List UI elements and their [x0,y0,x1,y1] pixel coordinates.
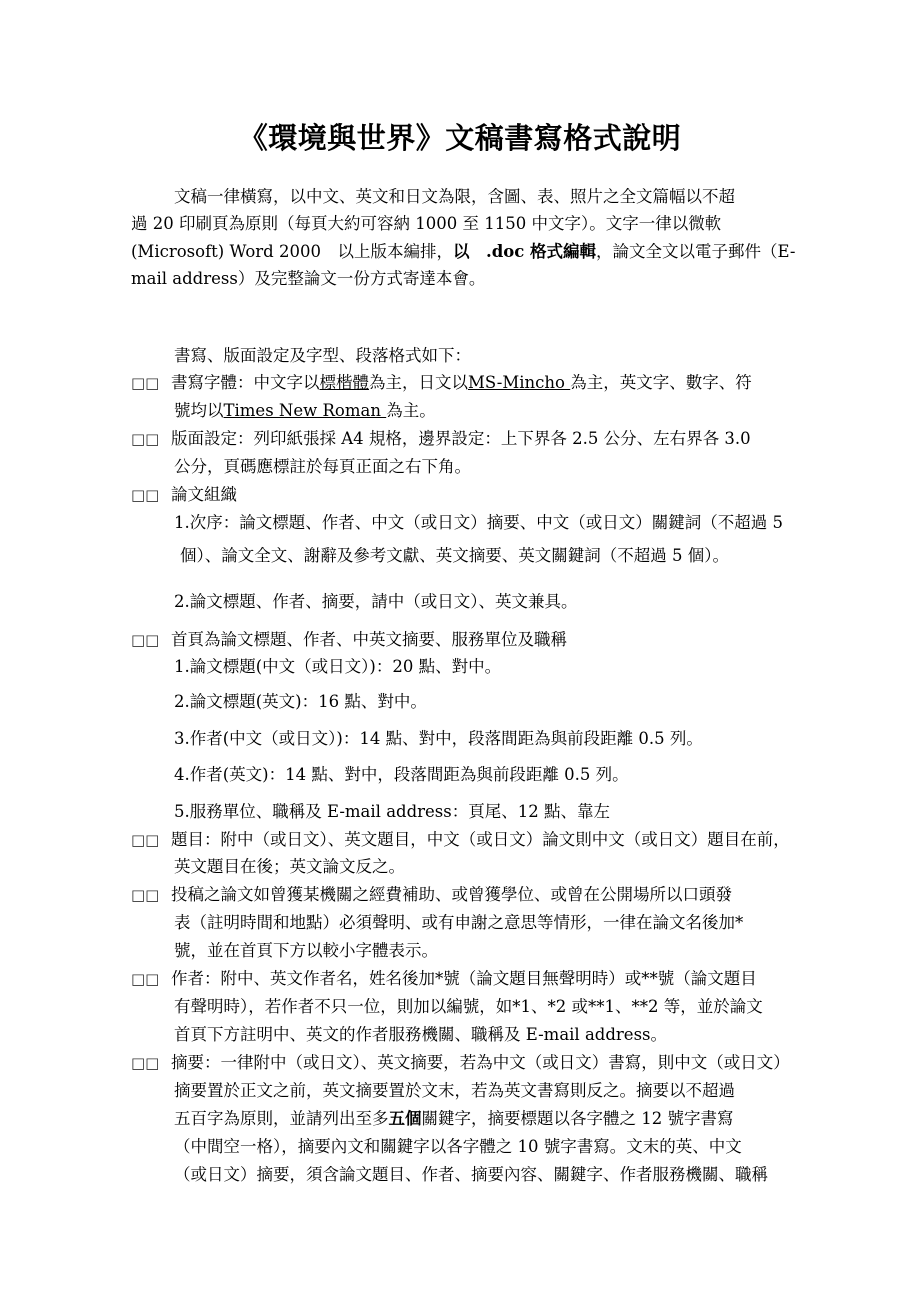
author-line-2: 有聲明時），若作者不只一位，則加以編號，如*1、*2 或**1、**2 等，並於論文 [174,997,763,1016]
first-sub-2: 2.論文標題(英文)：16 點、對中。 [174,692,427,711]
topic-line-2: 英文題目在後；英文論文反之。 [174,857,405,876]
org-sub-1b: 個）、論文全文、謝辭及參考文獻、英文摘要、英文關鍵詞（不超過 5 個）。 [180,546,729,565]
funding-line-1: 投稿之論文如曾獲某機關之經費補助、或曾獲學位、或曾在公開場所以口頭發 [171,885,732,904]
intro-line-2: 過 20 印刷頁為原則（每頁大約可容納 1000 至 1150 中文字）。文字一律以微軟 [131,214,722,233]
font-text: 為主，日文以 [369,373,468,392]
intro-text-c: ，論文全文以電子郵件（E- [596,242,796,261]
intro-line-3 [131,241,795,263]
font-mincho: MS-Mincho [468,373,571,392]
font-text: 號均以 [174,401,224,420]
bullet-marker: □□ [131,486,160,504]
bullet-marker: □□ [131,631,160,649]
doc-format-emphasis: 以 .doc 格式編輯 [452,242,597,261]
abstract-line-4: （中間空一格），摘要內文和關鍵字以各字體之 10 號字書寫。文末的英、中文 [174,1137,742,1156]
abstract-text: 關鍵字，摘要標題以各字體之 12 號字書寫 [421,1109,734,1128]
org-sub-1a: 1.次序：論文標題、作者、中文（或日文）摘要、中文（或日文）關鍵詞（不超過 5 [174,513,783,532]
font-kaiti: 標楷體 [319,373,369,392]
intro-line-4: mail address）及完整論文一份方式寄達本會。 [131,269,486,288]
font-text: 為主。 [386,401,436,420]
font-item-line-2 [174,400,436,422]
bullet-marker: □□ [131,831,160,849]
funding-line-3: 號，並在首頁下方以較小字體表示。 [174,941,438,960]
format-lead: 書寫、版面設定及字型、段落格式如下： [174,346,471,365]
bullet-marker: □□ [131,970,160,988]
bullet-marker: □□ [131,886,160,904]
author-line-3: 首頁下方註明中、英文的作者服務機關、職稱及 E-mail address。 [174,1025,668,1044]
font-text: 書寫字體：中文字以 [171,373,320,392]
org-sub-2: 2.論文標題、作者、摘要，請中（或日文）、英文兼具。 [174,592,578,611]
bullet-marker: □□ [131,430,160,448]
abstract-text: 五百字為原則，並請列出至多 [174,1109,389,1128]
bullet-marker: □□ [131,374,160,392]
abstract-line-3 [174,1108,734,1130]
page-item-line-1: 版面設定：列印紙張採 A4 規格，邊界設定：上下界各 2.5 公分、左右界各 3.0 [171,429,751,448]
first-sub-3: 3.作者(中文（或日文）)：14 點、對中，段落間距為與前段距離 0.5 列。 [174,729,703,748]
abstract-line-1: 摘要：一律附中（或日文）、英文摘要，若為中文（或日文）書寫，則中文（或日文） [171,1053,790,1072]
bullet-marker: □□ [131,1054,160,1072]
document-title: 《環境與世界》文稿書寫格式說明 [238,121,682,155]
first-sub-1: 1.論文標題(中文（或日文）)：20 點、對中。 [174,657,502,676]
author-line-1: 作者：附中、英文作者名，姓名後加*號（論文題目無聲明時）或**號（論文題目 [171,969,757,988]
font-item-line-1 [171,372,752,394]
font-text: 為主，英文字、數字、符 [570,373,752,392]
first-sub-4: 4.作者(英文)：14 點、對中，段落間距為與前段距離 0.5 列。 [174,765,629,784]
intro-line-1: 文稿一律橫寫，以中文、英文和日文為限，含圖、表、照片之全文篇幅以不超 [174,187,735,206]
first-sub-5: 5.服務單位、職稱及 E-mail address：頁尾、12 點、靠左 [174,802,610,821]
first-page-heading: 首頁為論文標題、作者、中英文摘要、服務單位及職稱 [171,630,567,649]
funding-line-2: 表（註明時間和地點）必須聲明、或有申謝之意思等情形，一律在論文名後加* [174,913,744,932]
font-times: Times New Roman [223,401,387,420]
abstract-line-5: （或日文）摘要，須含論文題目、作者、摘要內容、關鍵字、作者服務機關、職稱 [174,1165,768,1184]
topic-line-1: 題目：附中（或日文）、英文題目，中文（或日文）論文則中文（或日文）題目在前， [171,830,790,849]
page-item-line-2: 公分，頁碼應標註於每頁正面之右下角。 [174,457,471,476]
abstract-line-2: 摘要置於正文之前，英文摘要置於文末，若為英文書寫則反之。摘要以不超過 [174,1081,735,1100]
intro-text-a: (Microsoft) Word 2000 以上版本編排， [131,242,453,261]
org-heading: 論文組織 [171,485,237,504]
five-keywords-emphasis: 五個 [388,1109,422,1128]
